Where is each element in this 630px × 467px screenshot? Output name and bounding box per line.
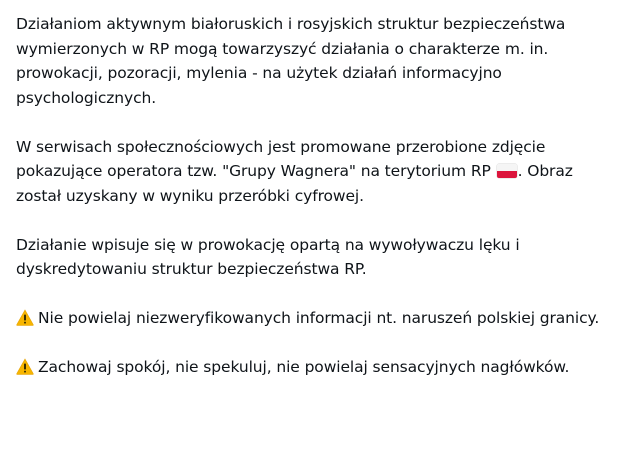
post-text xyxy=(16,12,616,404)
paragraph-2-text-start: W serwisach społecznościowych jest promowane przerobione zdjęcie pokazujące operatora tzw. "Grupy Wagnera" na terytorium RP xyxy=(16,137,546,180)
paragraph-3: Działanie wpisuje się w prowokację opartą na wywoływaczu lęku i dyskredytowaniu struktur bezpieczeństwa RP. xyxy=(16,235,520,278)
warning-icon xyxy=(16,309,34,326)
warning-item-2 xyxy=(16,355,616,380)
paragraph-1: Działaniom aktywnym białoruskich i rosyjskich struktur bezpieczeństwa wymierzonych w RP mogą towarzyszyć działania o charakterze m. in. prowokacji, pozoracji, mylenia - na użytek działań informacyjno psychologicznych. xyxy=(16,15,566,107)
paragraph-2 xyxy=(16,135,616,209)
warning-text-1: Nie powielaj niezweryfikowanych informacji nt. naruszeń polskiej granicy. xyxy=(38,309,600,327)
paragraph-2-text-end: . Obraz został uzyskany w wyniku przeróbki cyfrowej. xyxy=(16,162,573,205)
warning-text-2: Zachowaj spokój, nie spekuluj, nie powielaj sensacyjnych nagłówków. xyxy=(38,358,570,376)
warning-icon xyxy=(16,358,34,375)
poland-flag-icon xyxy=(497,164,517,178)
warning-item-1 xyxy=(16,306,616,331)
